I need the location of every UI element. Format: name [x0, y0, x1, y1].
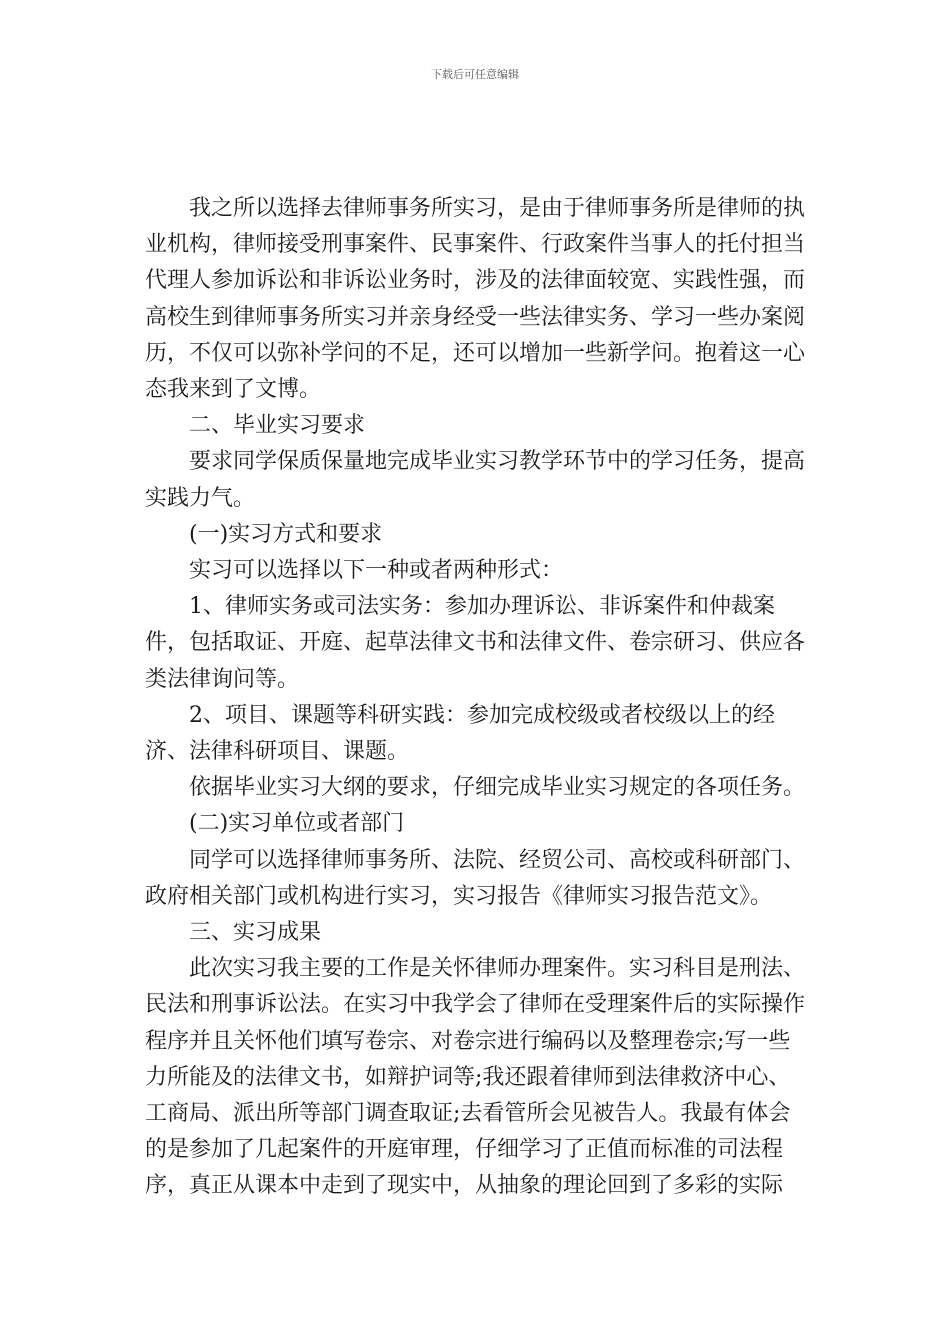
paragraph-requirements: 要求同学保质保量地完成毕业实习教学环节中的学习任务，提高实践力气。 — [145, 449, 806, 511]
heading-internship-results: 三、实习成果 — [189, 920, 322, 946]
document-body — [145, 191, 810, 1205]
subheading-internship-units: (二)实习单位或者部门 — [189, 811, 405, 837]
paragraph-intro: 我之所以选择去律师事务所实习，是由于律师事务所是律师的执业机构，律师接受刑事案件、民事案件、行政案件当事人的托付担当代理人参加诉讼和非诉讼业务时，涉及的法律面较宽、实践性强，而高校生到律师事务所实习并亲身经受一些法律实务、学习一些办案阅历，不仅可以弥补学问的不足，还可以增加一些新学问。抱着这一心态我来到了文博。 — [145, 196, 806, 403]
page-header: 下载后可任意编辑 — [431, 68, 519, 81]
paragraph-syllabus: 依据毕业实习大纲的要求，仔细完成毕业实习规定的各项任务。 — [189, 775, 806, 801]
list-item-legal-practice: 1、律师实务或司法实务：参加办理诉讼、非诉案件和仲裁案件，包括取证、开庭、起草法律文书和法律文件、卷宗研习、供应各类法律询问等。 — [145, 594, 806, 692]
paragraph-results: 此次实习我主要的工作是关怀律师办理案件。实习科目是刑法、民法和刑事诉讼法。在实习中我学会了律师在受理案件后的实际操作程序并且关怀他们填写卷宗、对卷宗进行编码以及整理卷宗;写一些力所能及的法律文书，如辩护词等;我还跟着律师到法律救济中心、工商局、派出所等部门调查取证;去看管所会见被告人。我最有体会的是参加了几起案件的开庭审理，仔细学习了正值而标准的司法程序，真正从课本中走到了现实中，从抽象的理论回到了多彩的实际 — [145, 956, 806, 1199]
subheading-internship-methods: (一)实习方式和要求 — [189, 521, 383, 547]
paragraph-units: 同学可以选择律师事务所、法院、经贸公司、高校或科研部门、政府相关部门或机构进行实习，实习报告《律师实习报告范文》。 — [145, 847, 806, 909]
list-item-research-practice: 2、项目、课题等科研实践：参加完成校级或者校级以上的经济、法律科研项目、课题。 — [145, 702, 775, 765]
heading-graduation-internship-requirements: 二、毕业实习要求 — [189, 413, 366, 439]
paragraph-forms: 实习可以选择以下一种或者两种形式： — [189, 558, 564, 584]
